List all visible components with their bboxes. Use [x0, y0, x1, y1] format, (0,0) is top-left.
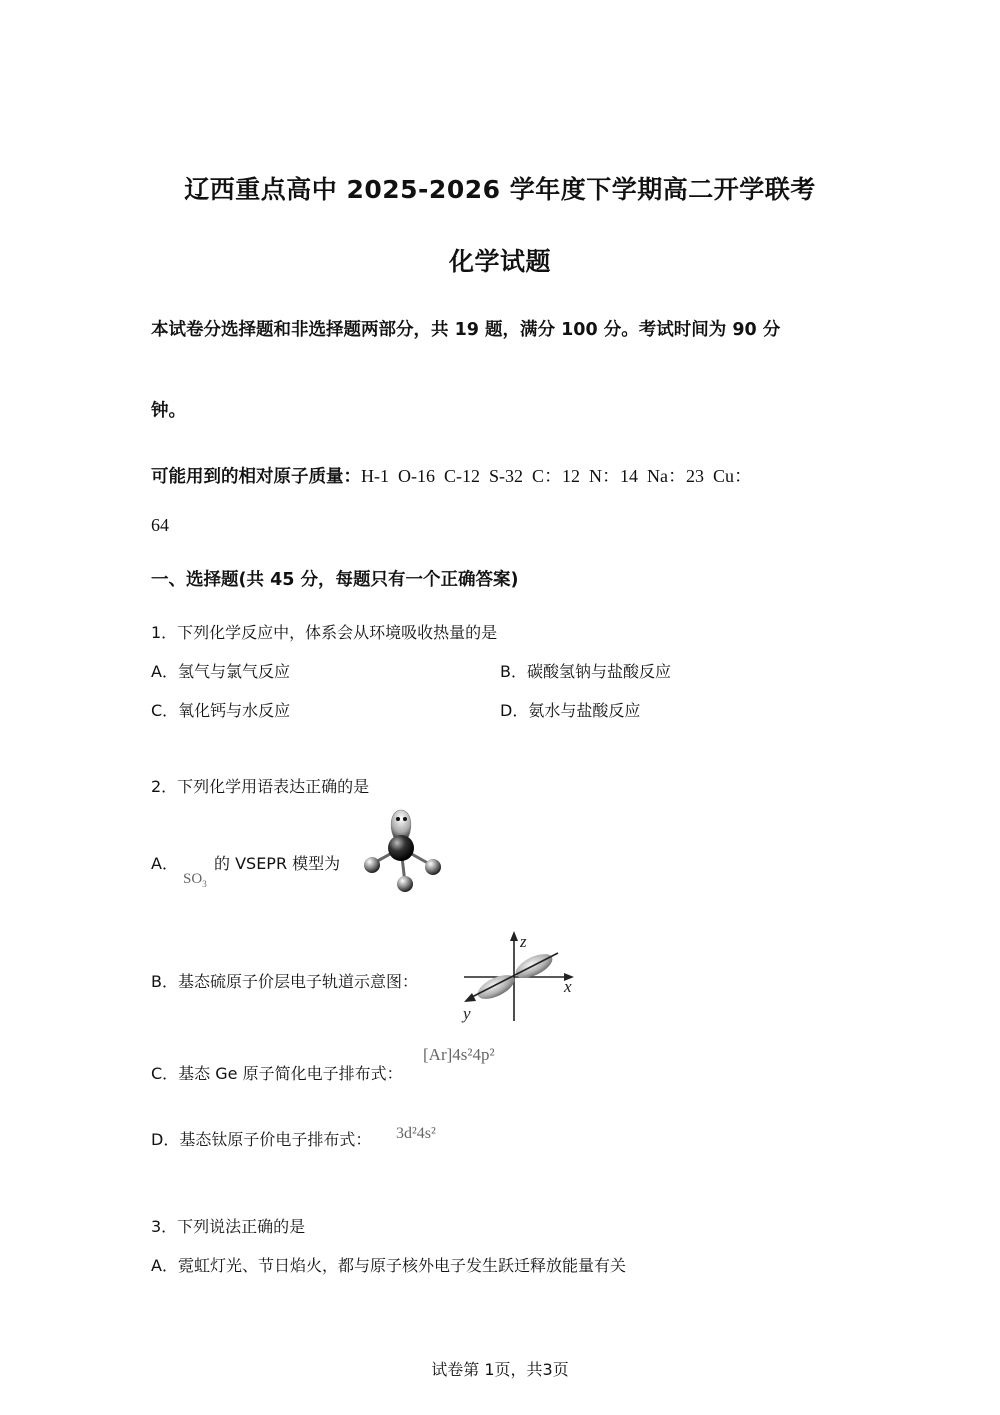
q2-option-a-text: 的 VSEPR 模型为 — [214, 854, 341, 873]
so3-formula: $SO_3$ — [183, 871, 207, 889]
instructions-line1: 本试卷分选择题和非选择题两部分，共 19 题，满分 100 分。考试时间为 90 分 — [151, 320, 781, 340]
atomic-mass-label: 可能用到的相对原子质量： — [151, 467, 361, 487]
axis-y-label: y — [463, 1004, 471, 1023]
page-footer: 试卷第 1页，共3页 — [431, 1360, 569, 1379]
exam-title: 辽西重点高中 2025-2026 学年度下学期高二开学联考 — [184, 175, 816, 204]
q1-option-a: A．氢气与氯气反应 — [151, 662, 290, 681]
q1-stem: 1．下列化学反应中，体系会从环境吸收热量的是 — [151, 623, 498, 642]
q1-option-b: B．碳酸氢钠与盐酸反应 — [500, 662, 671, 681]
q2-stem: 2．下列化学用语表达正确的是 — [151, 777, 370, 796]
atomic-mass-cont: 64 — [151, 515, 169, 535]
q2-option-d: D．基态钛原子价电子排布式： — [151, 1130, 372, 1149]
q3-stem: 3．下列说法正确的是 — [151, 1217, 306, 1236]
vsepr-model-figure — [356, 806, 448, 898]
exam-subject: 化学试题 — [448, 247, 551, 276]
atomic-mass-values: H-1 O-16 C-12 S-32 C：12 N：14 Na：23 Cu： — [361, 466, 752, 486]
q2-option-c: C．基态 Ge 原子简化电子排布式： — [151, 1064, 403, 1083]
q1-option-d: D．氨水与盐酸反应 — [500, 701, 641, 720]
instructions-line2: 钟。 — [151, 401, 186, 421]
axis-x-label: x — [564, 977, 572, 996]
q2-option-b: B．基态硫原子价层电子轨道示意图： — [151, 972, 418, 991]
axis-z-label: z — [520, 932, 527, 951]
q3-option-a: A．霓虹灯光、节日焰火，都与原子核外电子发生跃迁释放能量有关 — [151, 1256, 626, 1275]
q2-option-a-prefix: A． — [151, 854, 178, 873]
ge-config-formula: [Ar]4s²4p² — [423, 1045, 495, 1064]
ti-config-formula: 3d²4s² — [396, 1125, 436, 1142]
q1-option-c: C．氧化钙与水反应 — [151, 701, 291, 720]
section-title: 一、选择题(共 45 分，每题只有一个正确答案) — [151, 570, 519, 590]
p-orbital-figure — [458, 925, 582, 1025]
atomic-mass-line — [151, 462, 752, 488]
